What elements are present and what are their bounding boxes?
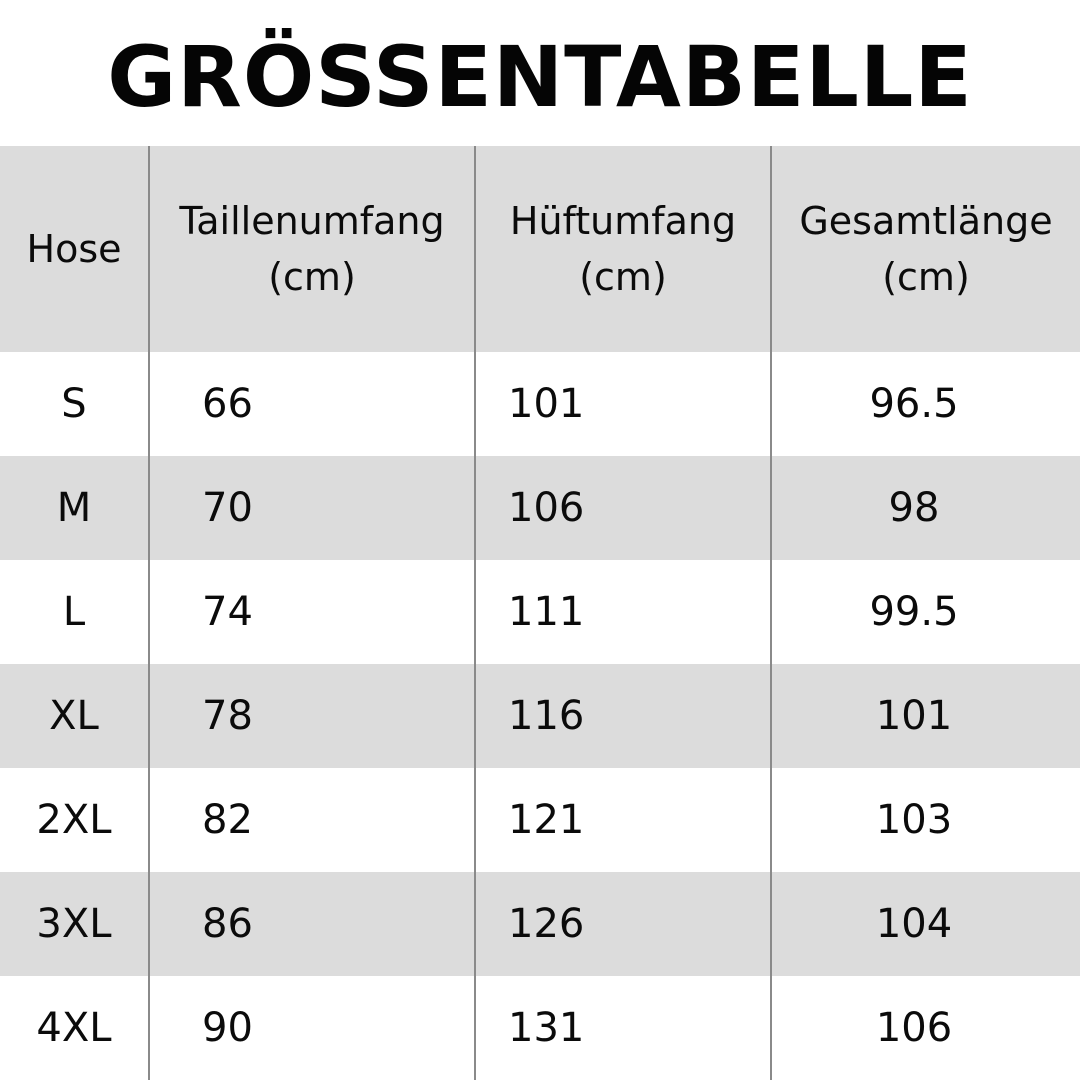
table-header-row	[0, 146, 1080, 352]
header-size	[0, 146, 148, 352]
cell-waist: 78	[202, 693, 253, 739]
table-row	[0, 352, 1080, 456]
header-total-length-label: Gesamtlänge	[799, 199, 1053, 243]
table-row	[0, 560, 1080, 664]
cell-waist: 74	[202, 589, 253, 635]
cell-hip: 131	[508, 1005, 585, 1051]
header-waist-label: Taillenumfang	[179, 199, 445, 243]
page-title: GRÖSSENTABELLE	[107, 28, 973, 126]
header-hip	[476, 146, 770, 352]
cell-size: M	[56, 485, 92, 531]
table-row	[0, 664, 1080, 768]
cell-total-length: 104	[875, 901, 953, 947]
cell-hip: 116	[508, 693, 585, 739]
cell-size: XL	[49, 693, 99, 739]
cell-hip: 106	[508, 485, 585, 531]
cell-total-length: 101	[875, 693, 953, 739]
column-divider	[474, 146, 476, 1080]
header-total-length-unit: (cm)	[882, 255, 970, 299]
cell-size: S	[61, 381, 87, 427]
cell-waist: 90	[202, 1005, 253, 1051]
cell-hip: 121	[508, 797, 585, 843]
cell-size: 3XL	[36, 901, 112, 947]
size-chart-table	[0, 146, 1080, 1080]
cell-waist: 70	[202, 485, 253, 531]
cell-size: 2XL	[36, 797, 112, 843]
table-row	[0, 976, 1080, 1080]
table-row	[0, 768, 1080, 872]
cell-total-length: 96.5	[869, 381, 959, 427]
cell-total-length: 98	[888, 485, 940, 531]
header-hip-label: Hüftumfang	[509, 199, 737, 243]
cell-hip: 111	[508, 589, 585, 635]
header-size-label: Hose	[26, 227, 122, 271]
table-row	[0, 456, 1080, 560]
cell-size: 4XL	[36, 1005, 112, 1051]
cell-hip: 126	[508, 901, 585, 947]
header-hip-unit: (cm)	[579, 255, 667, 299]
cell-total-length: 106	[875, 1005, 953, 1051]
cell-total-length: 99.5	[869, 589, 959, 635]
column-divider	[770, 146, 772, 1080]
cell-hip: 101	[508, 381, 585, 427]
cell-total-length: 103	[875, 797, 953, 843]
header-total-length	[772, 146, 1080, 352]
header-waist	[150, 146, 474, 352]
cell-size: L	[62, 589, 86, 635]
cell-waist: 86	[202, 901, 253, 947]
cell-waist: 82	[202, 797, 253, 843]
header-waist-unit: (cm)	[268, 255, 356, 299]
cell-waist: 66	[202, 381, 253, 427]
column-divider	[148, 146, 150, 1080]
table-row	[0, 872, 1080, 976]
